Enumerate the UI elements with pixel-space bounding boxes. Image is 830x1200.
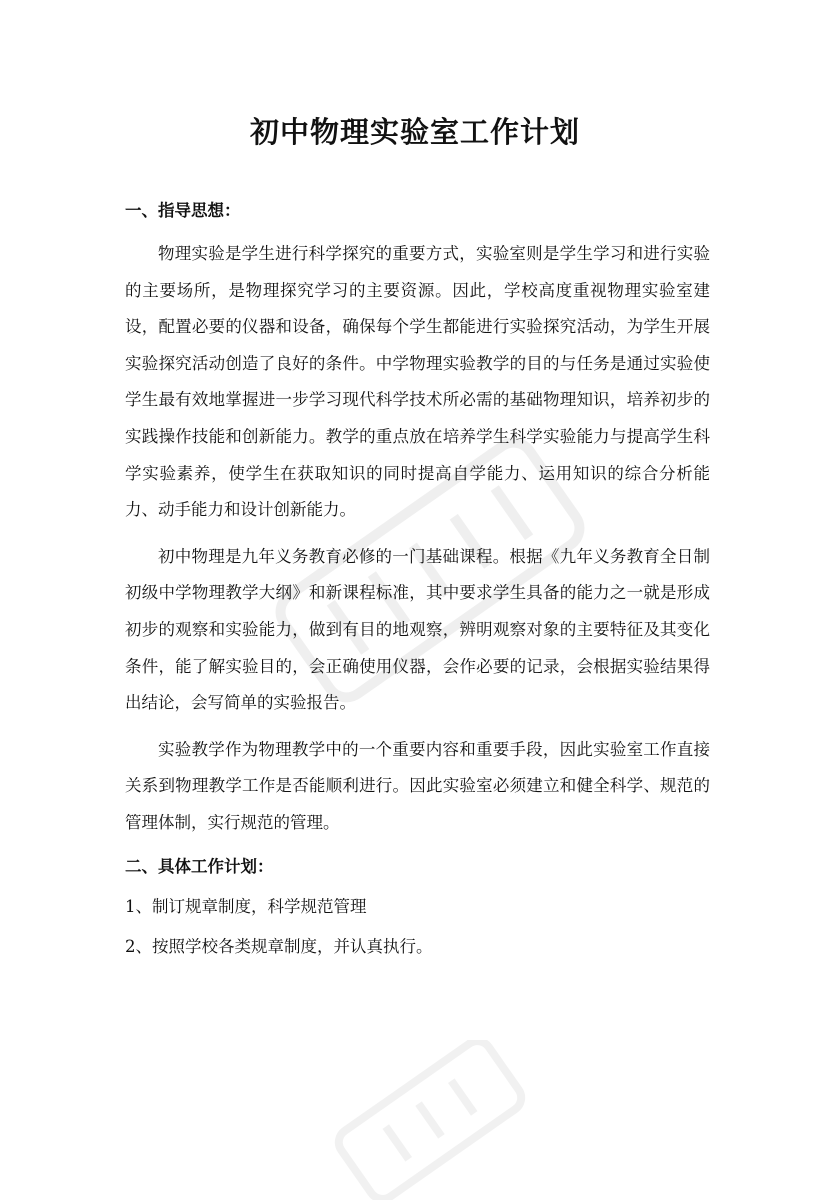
document-body	[125, 196, 710, 972]
plan-item-1: 1、制订规章制度，科学规范管理	[125, 896, 367, 916]
paragraph-2: 初中物理是九年义务教育必修的一门基础课程。根据《九年义务教育全日制初级中学物理教学大纲》和新课程标准，其中要求学生具备的能力之一就是形成初步的观察和实验能力，做到有目的地观察，辨明观察对象的主要特征及其变化条件，能了解实验目的，会正确使用仪器，会作必要的记录，会根据实验结果得出结论，会写简单的实验报告。	[125, 546, 710, 713]
paragraph-1: 物理实验是学生进行科学探究的重要方式，实验室则是学生学习和进行实验的主要场所，是物理探究学习的主要资源。因此，学校高度重视物理实验室建设，配置必要的仪器和设备，确保每个学生都能进行实验探究活动，为学生开展实验探究活动创造了良好的条件。中学物理实验教学的目的与任务是通过实验使学生最有效地掌握进一步学习现代科学技术所必需的基础物理知识，培养初步的实践操作技能和创新能力。教学的重点放在培养学生科学实验能力与提高学生科学实验素养，使学生在获取知识的同时提高自学能力、运用知识的综合分析能力、动手能力和设计创新能力。	[125, 244, 710, 520]
watermark-bottom-icon	[300, 1040, 560, 1200]
section-heading-work-plan: 二、具体工作计划：	[125, 856, 274, 876]
paragraph-3: 实验教学作为物理教学中的一个重要内容和重要手段，因此实验室工作直接关系到物理教学工作是否能顺利进行。因此实验室必须建立和健全科学、规范的管理体制，实行规范的管理。	[125, 739, 710, 832]
document-title: 初中物理实验室工作计划	[249, 115, 580, 149]
plan-item-2: 2、按照学校各类规章制度，并认真执行。	[125, 936, 433, 956]
section-heading-guiding-ideology: 一、指导思想：	[125, 201, 241, 220]
